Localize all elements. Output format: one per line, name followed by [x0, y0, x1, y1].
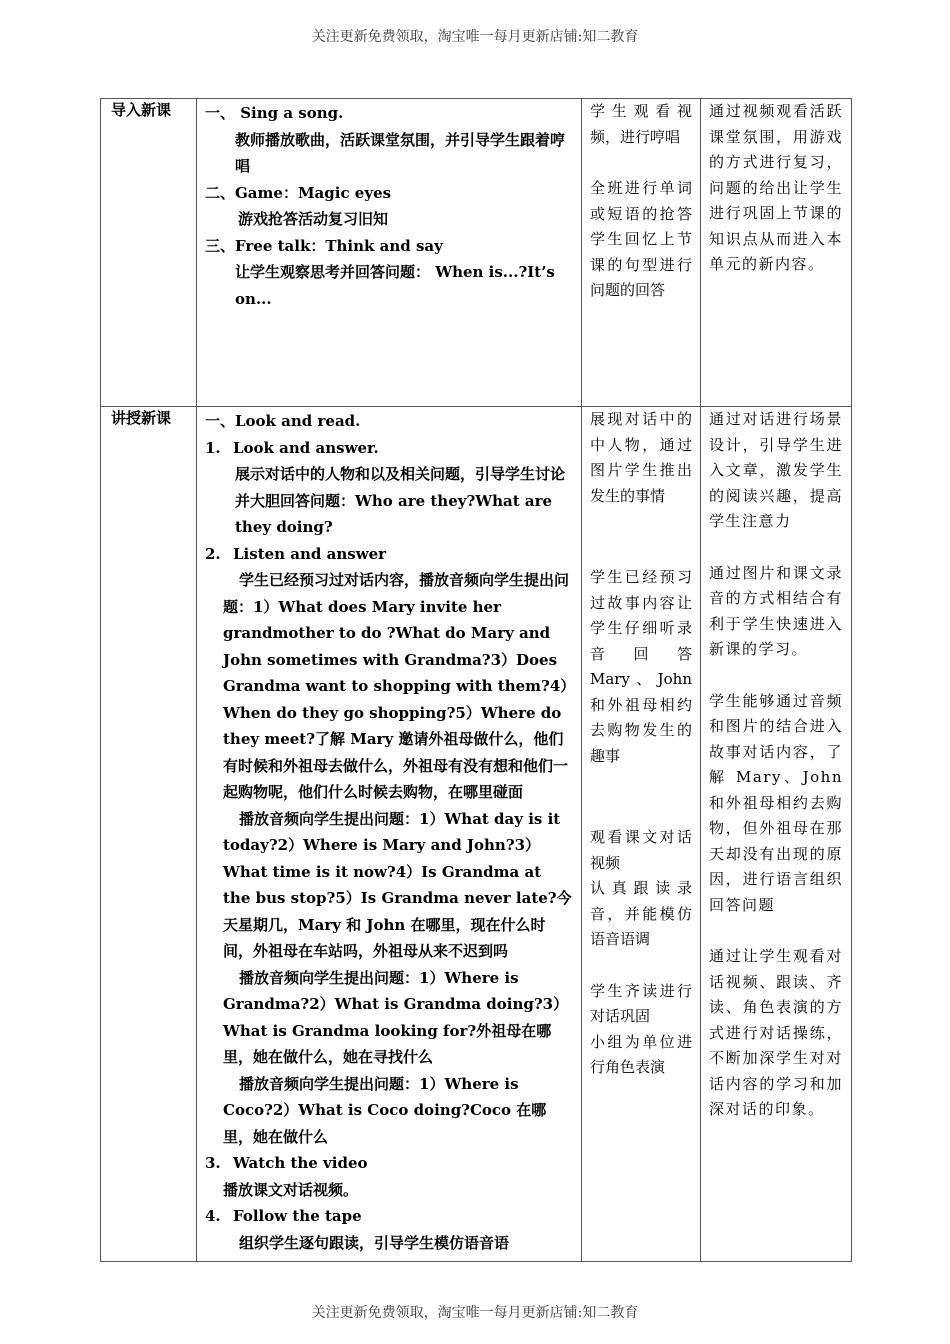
student-activity-cell [582, 407, 701, 1262]
item-text: 播放音频向学生提出问题：1）Where is Coco?2）What is Coco doing?Coco 在哪里，她在做什么 [223, 1074, 547, 1146]
item-text: 学生已经预习过对话内容，播放音频向学生提出问题：1）What does Mary invite her grandmother to do ?What do Mary and John sometimes with Grandma?3）Does Grandma want to shopping with them?4）When do they go shopping?5）Where do they meet?了解 Mary 邀请外祖母做什么，他们有时候和外祖母去做什么，外祖母有没有想和他们一起购物呢，他们什么时候去购物，在哪里碰面 [223, 571, 570, 801]
student-activity-text: 全班进行单词或短语的抢答学生回忆上节课的句型进行问题的回答 [590, 179, 692, 299]
section-text: 教师播放歌曲，活跃课堂氛围，并引导学生跟着哼唱 [235, 130, 566, 175]
item-number: 2. [205, 544, 221, 563]
stage-cell [101, 407, 197, 1262]
design-purpose-text: 通过对话进行场景设计，引导学生进入文章，激发学生的阅读兴趣，提高学生注意力 [709, 410, 843, 530]
design-purpose-text: 通过让学生观看对话视频、跟读、齐读、角色表演的方式进行对话操练，不断加深学生对对话内容的学习和加深对话的印象。 [709, 947, 843, 1118]
design-purpose-cell [701, 407, 852, 1262]
content-cell [197, 99, 582, 407]
item-number: 1. [205, 438, 221, 457]
design-purpose-text: 学生能够通过音频和图片的结合进入故事对话内容，了解 Mary、John 和外祖母相约去购物，但外祖母在那天却没有出现的原因，进行语言组织回答问题 [709, 691, 843, 914]
student-activity-text: 学生齐读进行对话巩固 [590, 981, 692, 1025]
item-text: 组织学生逐句跟读，引导学生模仿语音语 [239, 1233, 510, 1252]
page-footer-note: 关注更新免费领取，淘宝唯一每月更新店铺:知二教育 [311, 1305, 639, 1321]
student-activity-text: 观看课文对话视频 [590, 828, 692, 872]
item-number: 4. [205, 1207, 221, 1225]
section-title: 一、 Sing a song. [205, 104, 344, 122]
section-text: 让学生观察思考并回答问题： When is...?It’s on... [235, 263, 555, 308]
item-title: Listen and answer [233, 544, 387, 563]
student-activity-cell [582, 99, 701, 407]
item-title: Look and answer. [233, 438, 379, 457]
table-row-intro [101, 99, 852, 407]
item-heading [205, 435, 573, 462]
section-title: 一、Look and read. [205, 412, 361, 430]
section-title: 二、Game：Magic eyes [205, 183, 392, 202]
content-cell [197, 407, 582, 1262]
item-heading [205, 1150, 573, 1177]
student-activity-text: 学生已经预习过故事内容让学生仔细听录音回答 Mary、John 和外祖母相约去购物发生的趣事 [590, 568, 692, 765]
item-number: 3. [205, 1154, 221, 1172]
stage-label: 讲授新课 [111, 409, 172, 427]
student-activity-text: 展现对话中的中人物，通过图片学生推出发生的事情 [590, 410, 692, 505]
design-purpose-text: 通过视频观看活跃课堂氛围，用游戏的方式进行复习，问题的给出让学生进行巩固上节课的知识点从而进入本单元的新内容。 [709, 102, 843, 273]
item-title: Watch the video [233, 1154, 368, 1172]
design-purpose-cell [701, 99, 852, 407]
item-text: 展示对话中的人物和以及相关问题，引导学生讨论并大胆回答问题：Who are they?What are they doing? [235, 465, 566, 536]
design-purpose-text: 通过图片和课文录音的方式相结合有利于学生快速进入新课的学习。 [709, 563, 843, 658]
student-activity-text: 小组为单位进行角色表演 [590, 1032, 692, 1076]
item-title: Follow the tape [233, 1207, 362, 1225]
item-text: 播放音频向学生提出问题：1）Where is Grandma?2）What is Grandma doing?3）What is Grandma looking for?外祖母在哪里，她在做什么，她在寻找什么 [223, 968, 569, 1066]
section-title: 三、Free talk：Think and say [205, 236, 443, 255]
stage-cell [101, 99, 197, 407]
student-activity-text: 认真跟读录音，并能模仿语音语调 [590, 879, 692, 948]
stage-label: 导入新课 [111, 101, 172, 119]
item-heading [205, 541, 573, 568]
item-text: 播放音频向学生提出问题：1）What day is it today?2）Where is Mary and John?3）What time is it now?4）Is Grandma at the bus stop?5）Is Grandma never late?今天星期几，Mary 和 John 在哪里，现在什么时间，外祖母在车站吗，外祖母从来不迟到吗 [223, 809, 572, 960]
section-text: 游戏抢答活动复习旧知 [238, 210, 389, 228]
table-row-new-lesson [101, 407, 852, 1262]
page-header-note: 关注更新免费领取，淘宝唯一每月更新店铺:知二教育 [311, 29, 639, 45]
item-heading [205, 1203, 573, 1230]
item-text: 播放课文对话视频。 [223, 1180, 359, 1199]
student-activity-text: 学生观看视频，进行哼唱 [590, 102, 692, 146]
lesson-plan-table [100, 98, 852, 1262]
